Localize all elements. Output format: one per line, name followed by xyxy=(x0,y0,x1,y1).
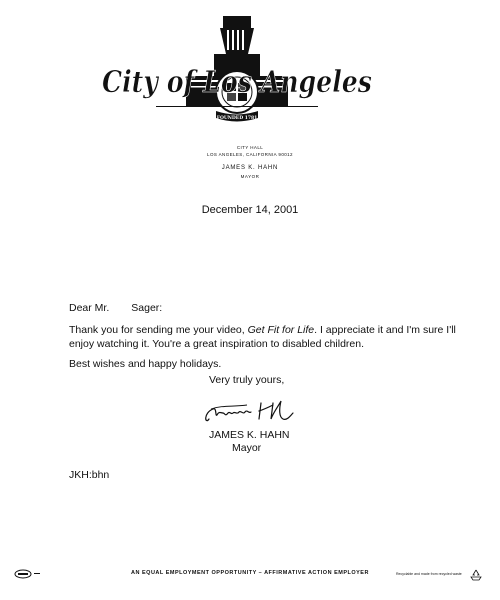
salutation-prefix: Dear Mr. xyxy=(69,302,110,314)
signer-title: Mayor xyxy=(232,442,262,454)
seal-founded-text: FOUNDED 1781 xyxy=(216,116,258,121)
handwritten-signature xyxy=(203,395,308,427)
recycle-icon xyxy=(468,569,484,581)
recycle-notice: Recyclable and made from recycled waste xyxy=(396,572,462,576)
closing: Very truly yours, xyxy=(209,374,285,386)
signer-name: JAMES K. HAHN xyxy=(209,429,290,441)
body-paragraph-2: Best wishes and happy holidays. xyxy=(69,358,222,370)
footer-eeo-statement: AN EQUAL EMPLOYMENT OPPORTUNITY – AFFIRMATIVE ACTION EMPLOYER xyxy=(131,570,369,576)
address-line-2: LOS ANGELES, CALIFORNIA 90012 xyxy=(207,152,293,157)
letterhead-mayor-name: JAMES K. HAHN xyxy=(221,165,279,171)
letter-date: December 14, 2001 xyxy=(201,204,299,216)
letterhead-mayor-title: MAYOR xyxy=(240,174,260,179)
address-line-1: CITY HALL xyxy=(236,145,264,150)
typist-initials: JKH:bhn xyxy=(69,469,110,481)
logo-wordmark: City of Los Angeles xyxy=(102,65,373,100)
salutation-name: Sager: xyxy=(131,302,163,314)
video-title: Get Fit for Life xyxy=(247,324,315,336)
body-paragraph-1 xyxy=(69,323,469,351)
city-of-los-angeles-logo xyxy=(96,14,378,134)
salutation xyxy=(69,301,162,315)
para1-before: Thank you for sending me your video, xyxy=(69,324,248,336)
para1-after: . I appreciate it and I'm sure I'll enjoy watching it. You're a great inspiration to disabled children. xyxy=(69,324,456,350)
